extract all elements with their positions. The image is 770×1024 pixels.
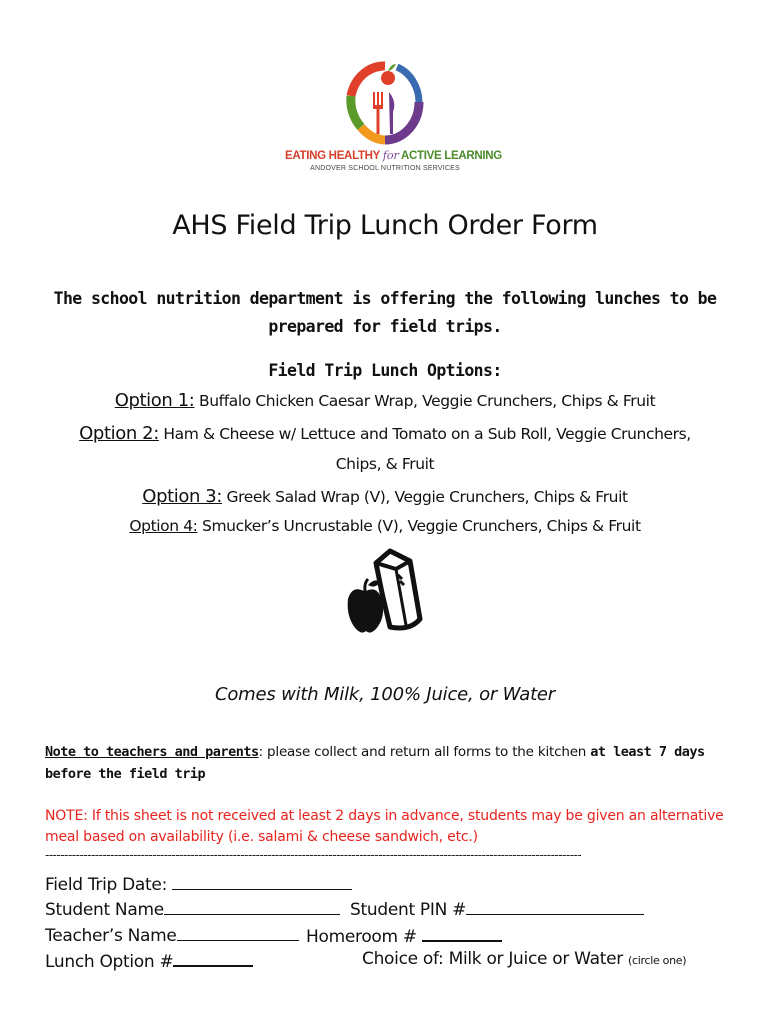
option-4-label: Option 4: <box>129 517 198 535</box>
option-2-text: Ham & Cheese w/ Lettuce and Tomato on a Sub Roll, Veggie Crunchers, <box>158 425 691 443</box>
student-name-field[interactable] <box>45 898 340 920</box>
drink-choice-text[interactable]: Choice of: Milk or Juice or Water <box>362 949 623 969</box>
option-2 <box>20 423 750 444</box>
note-red-warning: NOTE: If this sheet is not received at least 2 days in advance, students may be given an alternative meal based on availability (i.e. salami & cheese sandwich, etc.) <box>45 808 724 845</box>
cut-line-divider: -------------------------------------------------------------------------------------------------------------------------------------------- <box>45 848 582 862</box>
student-pin-label: Student PIN # <box>350 900 467 920</box>
student-pin-field[interactable] <box>350 898 644 920</box>
options-heading: Field Trip Lunch Options: <box>268 361 502 380</box>
comes-with-text: Comes with Milk, 100% Juice, or Water <box>214 684 556 705</box>
lunch-option-line[interactable] <box>173 949 253 967</box>
option-1-text: Buffalo Chicken Caesar Wrap, Veggie Crunchers, Chips & Fruit <box>194 392 656 410</box>
teacher-name-field[interactable] <box>45 924 299 946</box>
lunch-option-label: Lunch Option # <box>45 952 174 972</box>
logo-word-eating: EATING HEALTHY <box>285 150 380 162</box>
option-3-label: Option 3: <box>142 486 223 507</box>
teacher-name-label: Teacher’s Name <box>45 926 177 946</box>
option-1-label: Option 1: <box>114 390 195 411</box>
lunch-option-field[interactable] <box>45 949 253 972</box>
drink-choice-field[interactable] <box>362 949 686 969</box>
circle-one-hint: (circle one) <box>628 954 687 967</box>
logo-word-active: ACTIVE LEARNING <box>401 150 502 162</box>
logo-subtitle: ANDOVER SCHOOL NUTRITION SERVICES <box>310 165 460 172</box>
student-pin-line[interactable] <box>466 898 644 915</box>
page-title: AHS Field Trip Lunch Order Form <box>172 210 598 241</box>
note-teachers-text: : please collect and return all forms to the kitchen <box>258 744 591 760</box>
option-1 <box>20 390 750 411</box>
teacher-name-line[interactable] <box>177 924 299 941</box>
option-2-label: Option 2: <box>79 423 159 444</box>
intro-text: The school nutrition department is offering the following lunches to be prepared for field trips. <box>53 289 717 336</box>
field-trip-date-label: Field Trip Date: <box>45 875 167 895</box>
field-trip-date-line[interactable] <box>172 873 352 890</box>
lunch-bag-apple-icon <box>340 545 430 639</box>
homeroom-field[interactable] <box>306 924 502 947</box>
note-teachers-label: Note to teachers and parents <box>45 744 259 760</box>
student-name-label: Student Name <box>45 900 164 920</box>
option-4 <box>20 517 750 535</box>
option-4-text: Smucker’s Uncrustable (V), Veggie Crunchers, Chips & Fruit <box>197 517 641 535</box>
logo-word-for: for <box>382 148 399 162</box>
eating-healthy-logo <box>285 52 502 187</box>
homeroom-line[interactable] <box>422 924 502 942</box>
option-2-continued: Chips, & Fruit <box>335 455 435 473</box>
option-3-text: Greek Salad Wrap (V), Veggie Crunchers, Chips & Fruit <box>222 488 628 506</box>
student-name-line[interactable] <box>164 898 340 915</box>
option-3 <box>20 486 750 507</box>
logo-graphic <box>285 52 485 147</box>
note-teachers <box>45 741 735 785</box>
homeroom-label: Homeroom # <box>306 927 417 947</box>
field-trip-date-field[interactable] <box>45 873 352 895</box>
note-teachers-deadline: at least 7 days before the field trip <box>45 744 705 782</box>
logo-title <box>285 148 502 162</box>
